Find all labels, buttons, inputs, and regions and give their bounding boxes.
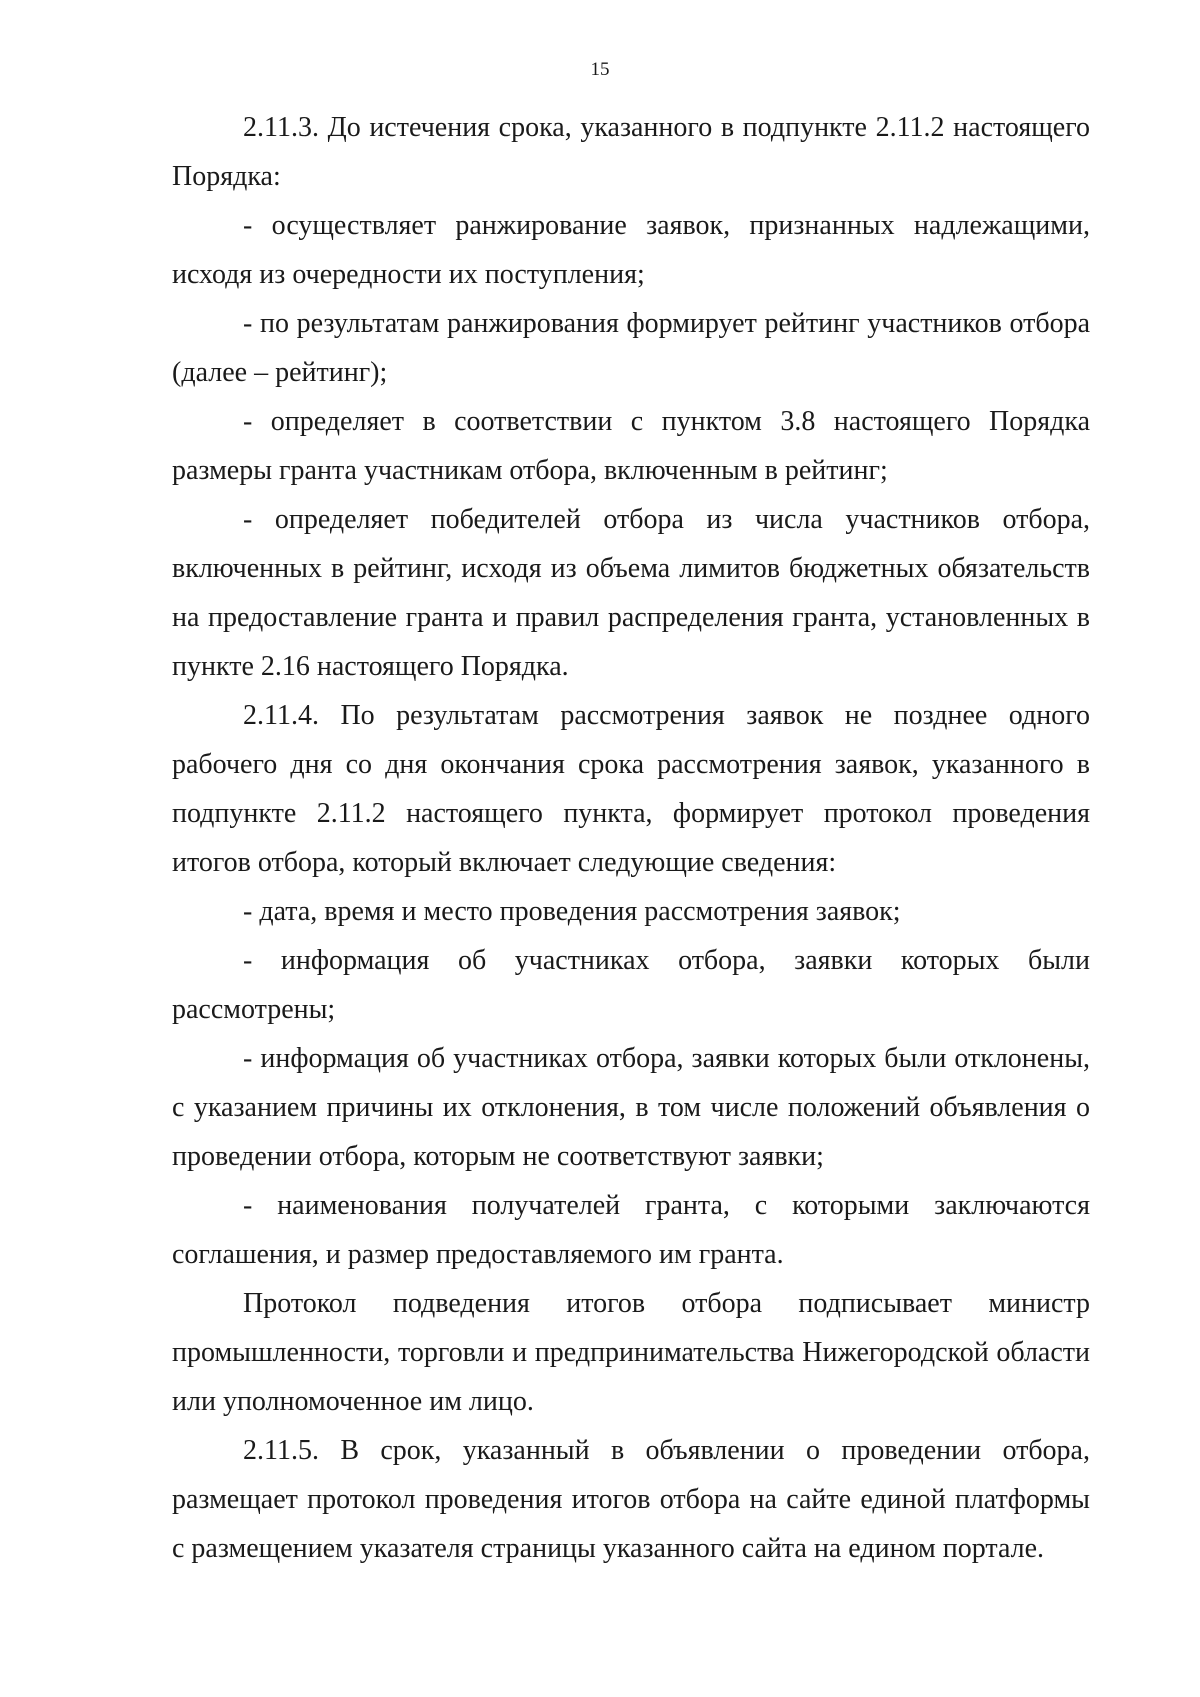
paragraph-2-11-5: 2.11.5. В срок, указанный в объявлении о проведении отбора, размещает протокол проведения итогов отбора на сайте единой платформы с размещением указателя страницы указанного сайта на едином портале.: [172, 1435, 1090, 1564]
paragraph-ranking: - осуществляет ранжирование заявок, признанных надлежащими, исходя из очередности их поступления;: [172, 210, 1090, 290]
paragraph-grant-size: - определяет в соответствии с пунктом 3.8 настоящего Порядка размеры гранта участникам отбора, включенным в рейтинг;: [172, 406, 1090, 486]
paragraph-2-11-3: 2.11.3. До истечения срока, указанного в подпункте 2.11.2 настоящего Порядка:: [172, 112, 1090, 192]
page-number: 15: [590, 59, 610, 80]
paragraph-date-time-place: - дата, время и место проведения рассмотрения заявок;: [243, 896, 901, 927]
document-body: [172, 103, 1090, 1573]
paragraph-grant-recipients: - наименования получателей гранта, с которыми заключаются соглашения, и размер предоставляемого им гранта.: [172, 1190, 1090, 1270]
paragraph-winners: - определяет победителей отбора из числа участников отбора, включенных в рейтинг, исходя из объема лимитов бюджетных обязательств на предоставление гранта и правил распределения гранта, установленных в пункте 2.16 настоящего Порядка.: [172, 504, 1090, 682]
paragraph-2-11-4: 2.11.4. По результатам рассмотрения заявок не позднее одного рабочего дня со дня окончания срока рассмотрения заявок, указанного в подпункте 2.11.2 настоящего пункта, формирует протокол проведения итогов отбора, который включает следующие сведения:: [172, 700, 1090, 878]
paragraph-reviewed-participants: - информация об участниках отбора, заявки которых были рассмотрены;: [172, 945, 1090, 1025]
paragraph-rejected-participants: - информация об участниках отбора, заявки которых были отклонены, с указанием причины их отклонения, в том числе положений объявления о проведении отбора, которым не соответствуют заявки;: [172, 1043, 1090, 1172]
paragraph-rating: - по результатам ранжирования формирует рейтинг участников отбора (далее – рейтинг);: [172, 308, 1090, 388]
paragraph-protocol-signature: Протокол подведения итогов отбора подписывает министр промышленности, торговли и предпринимательства Нижегородской области или уполномоченное им лицо.: [172, 1288, 1090, 1417]
